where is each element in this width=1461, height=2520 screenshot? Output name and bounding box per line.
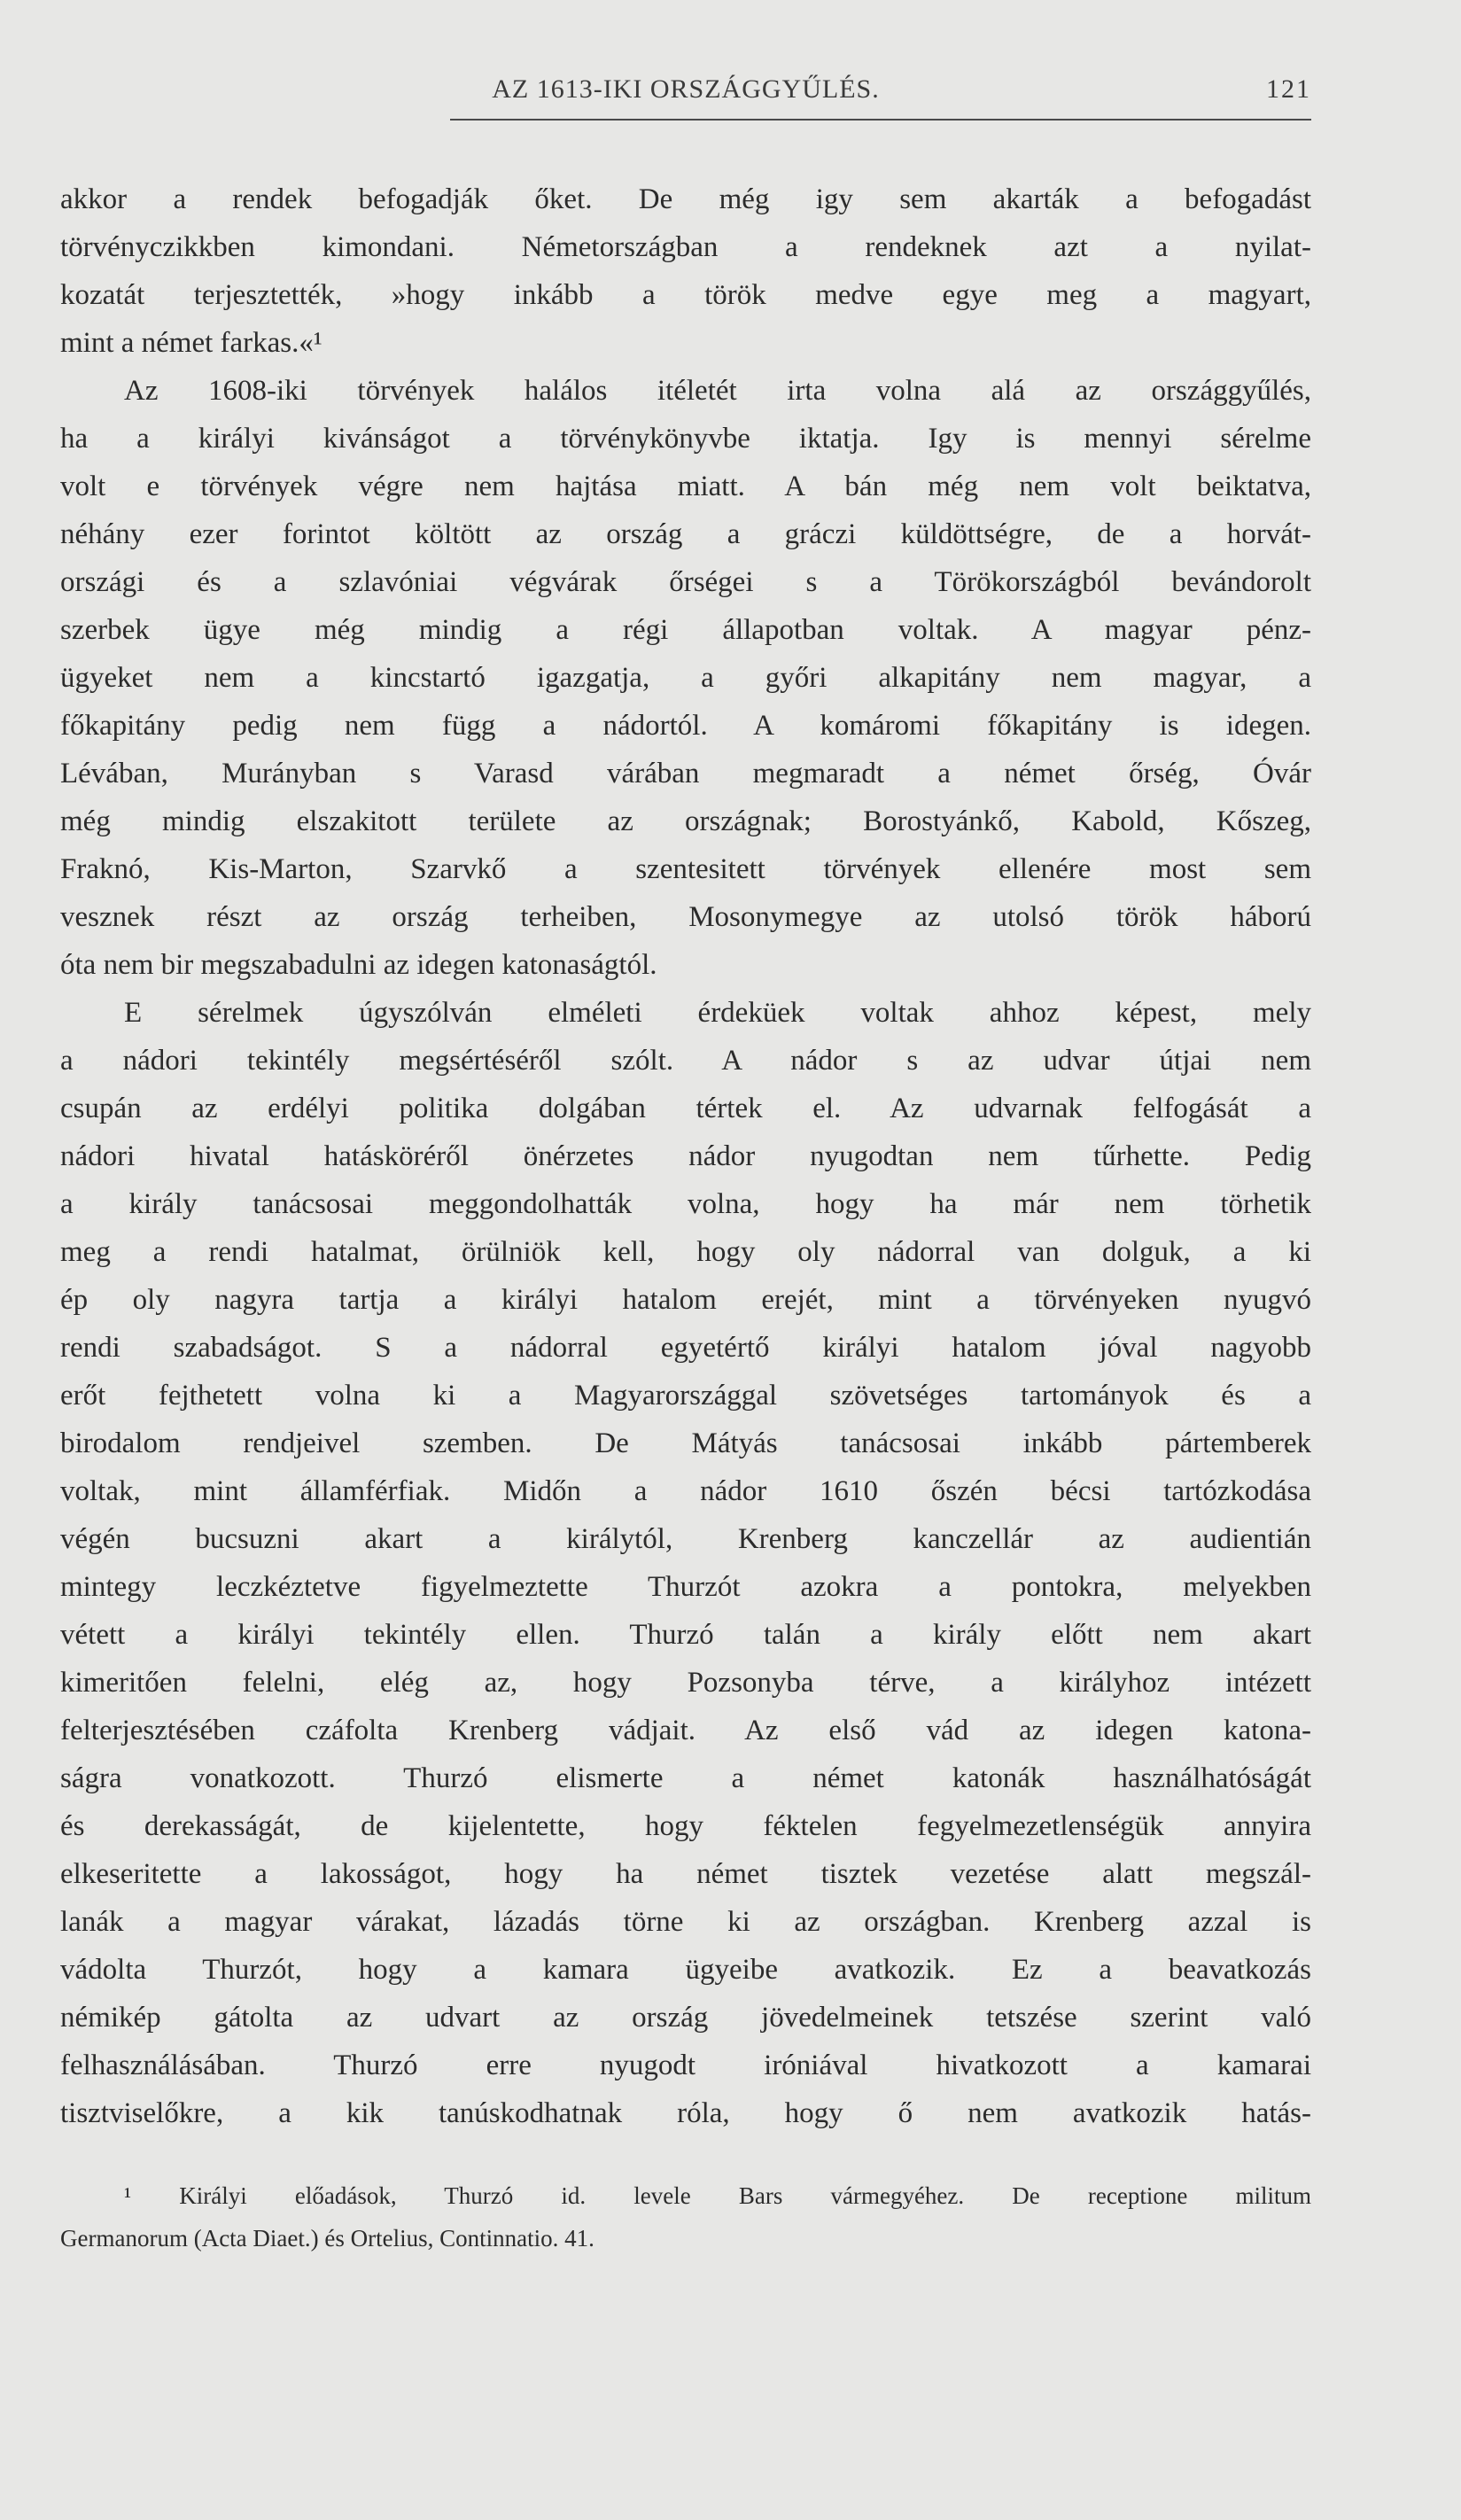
text-line: volt e törvények végre nem hajtása miatt. A bán még nem volt beiktatva, xyxy=(60,471,1311,502)
text-line: voltak, mint államférfiak. Midőn a nádor 1610 őszén bécsi tartózkodása xyxy=(60,1475,1311,1507)
text-line: főkapitány pedig nem függ a nádortól. A komáromi főkapitány is idegen. xyxy=(60,710,1311,742)
text-line: némikép gátolta az udvart az ország jövedelmeinek tetszése szerint való xyxy=(60,2002,1311,2034)
footnotes xyxy=(60,2174,1311,2259)
text-line: akkor a rendek befogadják őket. De még igy sem akarták a befogadást xyxy=(60,183,1311,215)
text-line: óta nem bir megszabadulni az idegen katonaságtól. xyxy=(60,949,657,981)
text-line: vádolta Thurzót, hogy a kamara ügyeibe avatkozik. Ez a beavatkozás xyxy=(60,1954,1311,1986)
text-line: meg a rendi hatalmat, örülniök kell, hogy oly nádorral van dolguk, a ki xyxy=(60,1236,1311,1268)
text-line: nádori hivatal hatásköréről önérzetes nádor nyugodtan nem tűrhette. Pedig xyxy=(60,1140,1311,1172)
text-line: a nádori tekintély megsértéséről szólt. A nádor s az udvar útjai nem xyxy=(60,1045,1311,1077)
text-line: országi és a szlavóniai végvárak őrségei s a Törökországból bevándorolt xyxy=(60,566,1311,598)
text-line: vesznek részt az ország terheiben, Mosonymegye az utolsó török háború xyxy=(60,901,1311,933)
text-line: ép oly nagyra tartja a királyi hatalom erejét, mint a törvényeken nyugvó xyxy=(60,1284,1311,1316)
text-line: birodalom rendjeivel szemben. De Mátyás tanácsosai inkább pártemberek xyxy=(60,1427,1311,1459)
text-line: még mindig elszakitott területe az országnak; Borostyánkő, Kabold, Kőszeg, xyxy=(60,805,1311,837)
text-line: és derekasságát, de kijelentette, hogy féktelen fegyelmezetlenségük annyira xyxy=(60,1810,1311,1842)
page-number: 121 xyxy=(1266,74,1311,104)
footnote-line: ¹ Királyi előadások, Thurzó id. levele Bars vármegyéhez. De receptione militum xyxy=(124,2182,1311,2209)
text-line: Lévában, Murányban s Varasd várában megmaradt a német őrség, Óvár xyxy=(60,758,1311,789)
text-line: kozatát terjesztették, »hogy inkább a török medve egye meg a magyart, xyxy=(60,279,1311,311)
header-rule xyxy=(450,119,1311,121)
text-line: mintegy leczkéztetve figyelmeztette Thurzót azokra a pontokra, melyekben xyxy=(60,1571,1311,1603)
text-line: Fraknó, Kis-Marton, Szarvkő a szentesitett törvények ellenére most sem xyxy=(60,853,1311,885)
footnote-line: Germanorum (Acta Diaet.) és Ortelius, Continnatio. 41. xyxy=(60,2225,595,2252)
text-line: ügyeket nem a kincstartó igazgatja, a győri alkapitány nem magyar, a xyxy=(60,662,1311,694)
text-line: E sérelmek úgyszólván elméleti érdeküek voltak ahhoz képest, mely xyxy=(124,997,1311,1029)
running-head xyxy=(60,74,1311,124)
text-line: lanák a magyar várakat, lázadás törne ki az országban. Krenberg azzal is xyxy=(60,1906,1311,1938)
text-line: erőt fejthetett volna ki a Magyarországgal szövetséges tartományok és a xyxy=(60,1380,1311,1412)
text-line: elkeseritette a lakosságot, hogy ha német tisztek vezetése alatt megszál- xyxy=(60,1858,1311,1890)
text-line: rendi szabadságot. S a nádorral egyetértő királyi hatalom jóval nagyobb xyxy=(60,1332,1311,1364)
text-line: tisztviselőkre, a kik tanúskodhatnak róla, hogy ő nem avatkozik hatás- xyxy=(60,2097,1311,2129)
text-line: törvényczikkben kimondani. Németországban a rendeknek azt a nyilat- xyxy=(60,231,1311,263)
body-text xyxy=(60,175,1311,2137)
text-line: a király tanácsosai meggondolhatták volna, hogy ha már nem törhetik xyxy=(60,1188,1311,1220)
running-title: AZ 1613-IKI ORSZÁGGYŰLÉS. xyxy=(492,74,880,104)
text-line: vétett a királyi tekintély ellen. Thurzó talán a király előtt nem akart xyxy=(60,1619,1311,1651)
text-line: mint a német farkas.«¹ xyxy=(60,327,323,359)
text-line: ságra vonatkozott. Thurzó elismerte a német katonák használhatóságát xyxy=(60,1762,1311,1794)
text-line: végén bucsuzni akart a királytól, Krenberg kanczellár az audientián xyxy=(60,1523,1311,1555)
text-line: csupán az erdélyi politika dolgában tértek el. Az udvarnak felfogását a xyxy=(60,1093,1311,1124)
text-line: szerbek ügye még mindig a régi állapotban voltak. A magyar pénz- xyxy=(60,614,1311,646)
text-line: felterjesztésében czáfolta Krenberg vádjait. Az első vád az idegen katona- xyxy=(60,1715,1311,1746)
text-line: Az 1608-iki törvények halálos itéletét irta volna alá az országgyűlés, xyxy=(124,375,1311,407)
text-line: kimeritően felelni, elég az, hogy Pozsonyba térve, a királyhoz intézett xyxy=(60,1667,1311,1699)
text-line: ha a királyi kivánságot a törvénykönyvbe iktatja. Igy is mennyi sérelme xyxy=(60,423,1311,455)
text-line: néhány ezer forintot költött az ország a gráczi küldöttségre, de a horvát- xyxy=(60,518,1311,550)
text-line: felhasználásában. Thurzó erre nyugodt iróniával hivatkozott a kamarai xyxy=(60,2049,1311,2081)
